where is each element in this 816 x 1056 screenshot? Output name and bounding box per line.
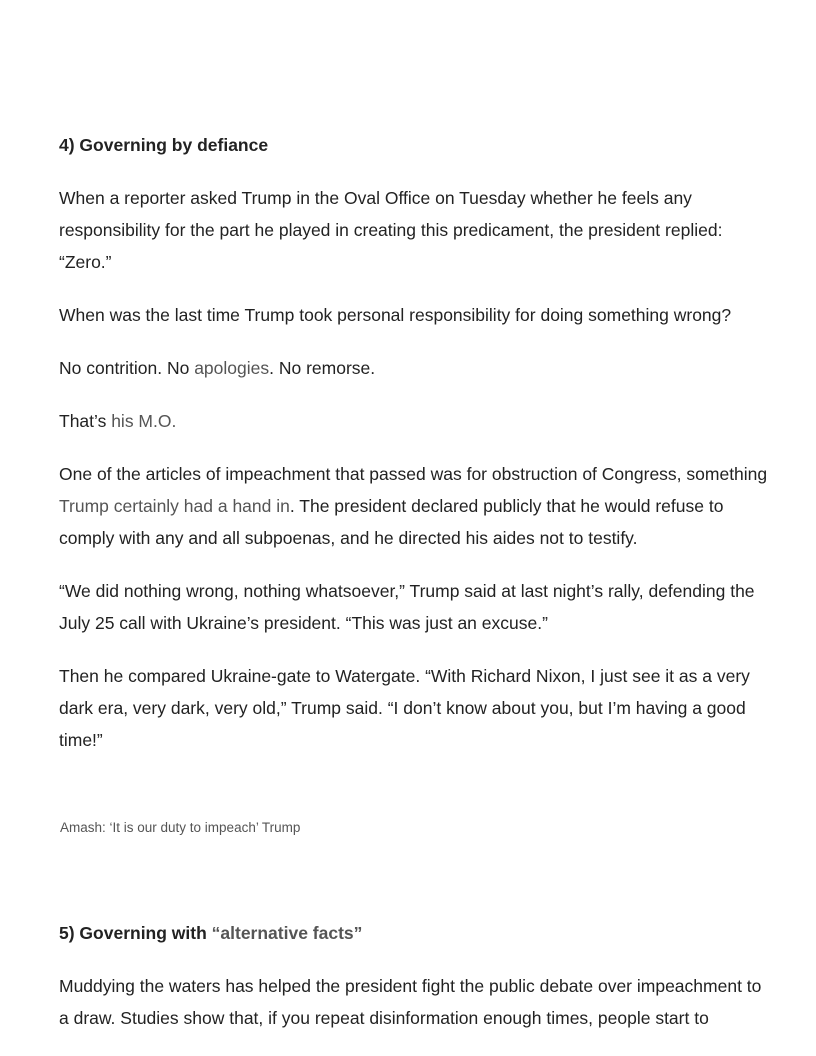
his-mo-link[interactable]: his M.O.: [111, 411, 177, 431]
video-caption: Amash: ‘It is our duty to impeach’ Trump: [60, 820, 301, 835]
paragraph-no-contrition-text: No contrition. No: [59, 358, 195, 378]
apologies-link[interactable]: apologies: [194, 358, 270, 378]
paragraph-oval-office: When a reporter asked Trump in the Oval Office on Tuesday whether he feels any responsibility for the part he played in creating this predicament, the president replied: “Zero.”: [59, 188, 723, 272]
paragraph-no-contrition-text-end: . No remorse.: [269, 358, 376, 378]
paragraph-muddying: Muddying the waters has helped the president fight the public debate over impeachment to a draw. Studies show that, if you repeat disinformation enough times, people start to: [59, 976, 762, 1028]
alternative-facts-link[interactable]: “alternative facts”: [211, 923, 363, 943]
paragraph-obstruction: [59, 458, 769, 554]
section-5-heading-text: 5) Governing with: [59, 923, 212, 943]
paragraph-mo-text: That’s: [59, 411, 112, 431]
hand-in-link[interactable]: Trump certainly had a hand in: [59, 496, 290, 516]
paragraph-watergate: Then he compared Ukraine-gate to Watergate. “With Richard Nixon, I just see it as a very dark era, very dark, very old,” Trump said. “I don’t know about you, but I’m having a good time!”: [59, 666, 750, 750]
paragraph-obstruction-text-end: . The president declared publicly that he would refuse to comply with any and all subpoenas, and he directed his aides not to testify.: [59, 496, 724, 548]
section-5-heading: [59, 921, 362, 945]
paragraph-obstruction-text: One of the articles of impeachment that passed was for obstruction of Congress, something: [59, 464, 768, 484]
paragraph-responsibility: When was the last time Trump took personal responsibility for doing something wrong?: [59, 305, 732, 325]
paragraph-rally-quote: “We did nothing wrong, nothing whatsoever,” Trump said at last night’s rally, defending the July 25 call with Ukraine’s president. “This was just an excuse.”: [59, 581, 755, 633]
paragraph-mo: [59, 405, 769, 437]
paragraph-no-contrition: [59, 352, 769, 384]
section-4-heading: 4) Governing by defiance: [59, 135, 269, 155]
